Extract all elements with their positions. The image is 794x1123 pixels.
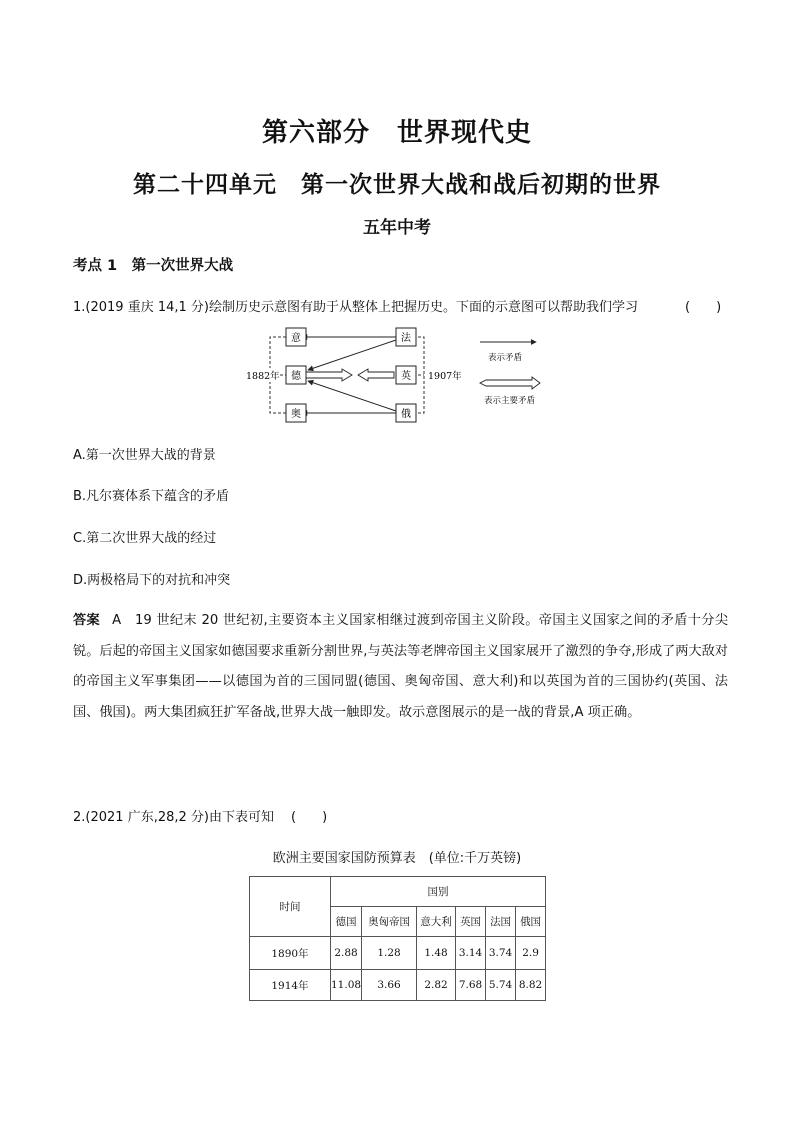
country-header: 奥匈帝国 [362,907,417,937]
value-cell: 7.68 [456,970,486,1001]
main-arrow-left [358,369,394,381]
part-title: 第六部分 世界现代史 [261,118,532,148]
country-header: 法国 [486,907,516,937]
question-2-text: 2.(2021 广东,28,2 分)由下表可知 [73,810,274,825]
svg-text:德: 德 [291,371,301,382]
year-cell: 1890年 [250,937,331,970]
legend-main-label: 表示主要矛盾 [484,396,536,406]
node-de [286,366,306,384]
question-1-stem [73,296,722,315]
answer-blank: ( ) [291,810,328,825]
value-cell: 5.74 [486,970,516,1001]
svg-text:意: 意 [291,333,301,344]
defense-budget-table [249,876,546,1001]
value-cell: 3.66 [362,970,417,1001]
node-yi [286,328,306,346]
answer-blank: ( ) [685,300,722,315]
value-cell: 3.14 [456,937,486,970]
year-cell: 1914年 [250,970,331,1001]
answer-text: A 19 世纪末 20 世纪初,主要资本主义国家相继过渡到帝国主义阶段。帝国主义国家之间的矛盾十分尖锐。后起的帝国主义国家如德国要求重新分割世界,与英法等老牌帝国主义国家展开了激烈的争夺,形成了两大敌对的帝国主义军事集团——以德国为首的三国同盟(德国、奥匈帝国、意大利)和以英国为首的三国协约(英国、法国、俄国)。两大集团疯狂扩军备战,世界大战一触即发。故示意图展示的是一战的背景,A 项正确。 [73,613,729,720]
answer-label: 答案 [73,613,101,628]
value-cell: 3.74 [486,937,516,970]
option-c: C.第二次世界大战的经过 [73,531,217,546]
unit-title: 第二十四单元 第一次世界大战和战后初期的世界 [133,172,661,198]
question-1-text: 1.(2019 重庆 14,1 分)绘制历史示意图有助于从整体上把握历史。下面的示意图可以帮助我们学习 [73,300,638,315]
value-cell: 1.48 [417,937,456,970]
svg-text:俄: 俄 [401,409,411,420]
svg-text:法: 法 [401,333,411,344]
option-a: A.第一次世界大战的背景 [73,448,216,463]
right-year-label: 1907年 [428,371,462,382]
value-cell: 11.08 [331,970,362,1001]
country-header: 俄国 [516,907,546,937]
section-heading: 考点 1 第一次世界大战 [73,258,234,274]
option-d: D.两极格局下的对抗和冲突 [73,573,231,588]
value-cell: 1.28 [362,937,417,970]
alliance-diagram [240,325,560,430]
node-fa [396,328,416,346]
value-cell: 2.88 [331,937,362,970]
arrow-fa-de [308,340,396,370]
value-cell: 2.9 [516,937,546,970]
node-ying [396,366,416,384]
country-header: 意大利 [417,907,456,937]
table-caption: 欧洲主要国家国防预算表 (单位:千万英镑) [272,851,522,866]
main-arrow-right [306,369,352,381]
arrow-e-de [308,381,396,411]
subtitle: 五年中考 [363,218,431,238]
value-cell: 2.82 [417,970,456,1001]
table-row [250,937,546,970]
svg-text:英: 英 [401,371,411,382]
option-b: B.凡尔赛体系下蕴含的矛盾 [73,489,230,504]
node-ao [286,404,306,422]
left-year-label: 1882年 [246,371,280,382]
country-group-header: 国别 [331,877,546,907]
legend-conflict-label: 表示矛盾 [488,353,523,363]
legend-main-arrow [480,377,540,389]
answer-explanation [73,606,728,728]
value-cell: 8.82 [516,970,546,1001]
question-2-stem [73,806,328,825]
time-header: 时间 [250,877,331,937]
country-header: 英国 [456,907,486,937]
svg-text:奥: 奥 [291,409,301,420]
node-e [396,404,416,422]
table-row [250,970,546,1001]
country-header: 德国 [331,907,362,937]
